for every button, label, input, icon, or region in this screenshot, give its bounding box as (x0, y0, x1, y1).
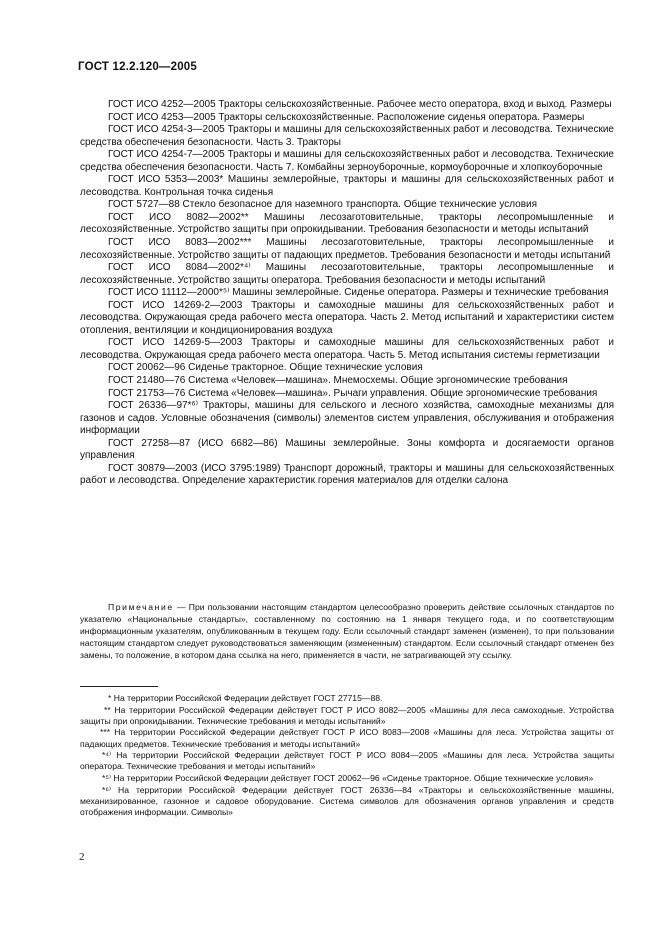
footnote-mark: ** (104, 704, 111, 715)
footnotes (80, 693, 614, 819)
reference-item: ГОСТ ИСО 11112—2000*⁵⁾ Машины землеройные. Сиденье оператора. Размеры и технические требования (108, 287, 609, 299)
note-label: Примечание (108, 602, 174, 612)
reference-item: ГОСТ ИСО 4252—2005 Тракторы сельскохозяйственные. Рабочее место оператора, вход и выход. Размеры (108, 99, 612, 110)
page-number: 2 (79, 851, 85, 863)
footnote (80, 750, 614, 772)
footnote (80, 773, 614, 784)
footnote-text: На территории Российской Федерации действует ГОСТ 27715—88. (113, 693, 383, 703)
reference-item: ГОСТ ИСО 8082—2002** Машины лесозаготовительные, тракторы лесопромышленные и лесохозяйственные. Устройство защиты при опрокидывании. Требования безопасности и методы испытаний (80, 211, 614, 236)
reference-item: ГОСТ 27258—87 (ИСО 6682—86) Машины землеройные. Зоны комфорта и досягаемости органов управления (80, 437, 614, 462)
reference-item: ГОСТ 20062—96 Сиденье тракторное. Общие технические условия (108, 362, 423, 374)
footnote-text: На территории Российской Федерации действует ГОСТ Р ИСО 8082—2005 «Машины для леса самоходные. Устройства защиты при опрокидывании. Технические требования и методы испытаний» (80, 704, 614, 726)
footnote-mark: *⁵⁾ (102, 772, 112, 783)
footnote (80, 705, 614, 727)
footnote-text: На территории Российской Федерации действует ГОСТ Р ИСО 8083—2008 «Машины для леса. Устройства защиты от падающих предметов. Технические требования и методы испытаний» (80, 727, 615, 749)
reference-item: ГОСТ 26336—97*⁶⁾ Тракторы, машины для сельского и лесного хозяйства, самоходные механизмы для газонов и садов. Условные обозначения (символы) элементов систем управления, обслуживания и отображения информации (80, 400, 614, 437)
footnote-text: На территории Российской Федерации действует ГОСТ 20062—96 «Сиденье тракторное. Общие технические условия» (113, 772, 594, 783)
footnote-mark: *⁴⁾ (102, 750, 112, 761)
normative-references (80, 99, 614, 488)
reference-item: ГОСТ 21753—76 Система «Человек—машина». Рычаги управления. Общие эргономические требования (108, 387, 598, 399)
footnote (80, 727, 614, 749)
reference-item: ГОСТ 21480—76 Система «Человек—машина». Мнемосхемы. Общие эргономические требования (108, 375, 568, 387)
reference-item: ГОСТ ИСО 14269-2—2003 Тракторы и самоходные машины для сельскохозяйственных работ и лесоводства. Окружающая среда рабочего места оператора. Часть 2. Метод испытаний и характеристики систем отопления, вентиляции и кондиционирования воздуха (80, 299, 614, 336)
reference-item: ГОСТ ИСО 8083—2002*** Машины лесозаготовительные, тракторы лесопромышленные и лесохозяйственные. Устройство защиты от падающих предметов. Требования безопасности и методы испытаний (80, 237, 614, 261)
reference-item: ГОСТ 5727—88 Стекло безопасное для наземного транспорта. Общие технические условия (108, 199, 538, 211)
reference-item: ГОСТ ИСО 14269-5—2003 Тракторы и самоходные машины для сельскохозяйственных работ и лесоводства. Окружающая среда рабочего места оператора. Часть 5. Метод испытания системы герметизации (80, 337, 614, 361)
reference-item: ГОСТ 30879—2003 (ИСО 3795:1989) Транспорт дорожный, тракторы и машины для сельскохозяйственных работ и лесоводства. Определение характеристик горения материалов для отделки салона (80, 462, 614, 487)
reference-item: ГОСТ ИСО 4254-7—2005 Тракторы и машины для сельскохозяйственных работ и лесоводства. Технические средства обеспечения безопасности. Часть 7. Комбайны зерноуборочные, кормоуборочные и хлопкоуборочные (80, 149, 614, 173)
footnote-text: На территории Российской Федерации действует ГОСТ Р ИСО 8084—2005 «Машины для леса. Устройства защиты оператора. Технические требования и методы испытаний» (80, 750, 614, 772)
document-header: ГОСТ 12.2.120—2005 (78, 61, 197, 73)
footnote-mark: *** (100, 727, 111, 738)
footnote-separator (80, 686, 158, 687)
footnote-mark: * (108, 693, 112, 703)
usage-note (80, 601, 614, 661)
reference-item: ГОСТ ИСО 8084—2002*⁴⁾ Машины лесозаготовительные, тракторы лесопромышленные и лесохозяйственные. Устройство защиты оператора. Требования безопасности и методы испытаний (80, 262, 614, 286)
footnote (80, 785, 614, 819)
reference-item: ГОСТ ИСО 5353—2003* Машины землеройные, тракторы и машины для сельскохозяйственных работ и лесоводства. Контрольная точка сиденья (80, 174, 614, 198)
note-text: — При пользовании настоящим стандартом целесообразно проверить действие ссылочных стандартов по указателю «Национальные стандарты», составленному по состоянию на 1 января текущего года, и по соответствующим информационным указателям, опубликованным в текущем году. Если ссылочный стандарт заменен (изменен), то при пользовании настоящим стандартом следует руководствоваться заменяющим (измененным) стандартом. Если ссылочный стандарт отменен без замены, то положение, в котором дана ссылка на него, применяется в части, не затрагивающей эту ссылку. (80, 602, 614, 660)
footnote-mark: *⁶⁾ (102, 784, 111, 795)
footnote (80, 693, 614, 704)
reference-item: ГОСТ ИСО 4253—2005 Тракторы сельскохозяйственные. Расположение сиденья оператора. Размеры (108, 111, 585, 123)
reference-item: ГОСТ ИСО 4254-3—2005 Тракторы и машины для сельскохозяйственных работ и лесоводства. Технические средства обеспечения безопасности. Часть 3. Тракторы (80, 124, 614, 148)
footnote-text: На территории Российской Федерации действует ГОСТ 26336—84 «Тракторы и сельскохозяйственные машины, механизированное, газонное и садовое оборудование. Система символов для обозначения органов управления и средств отображения информации. Символы» (80, 784, 614, 817)
